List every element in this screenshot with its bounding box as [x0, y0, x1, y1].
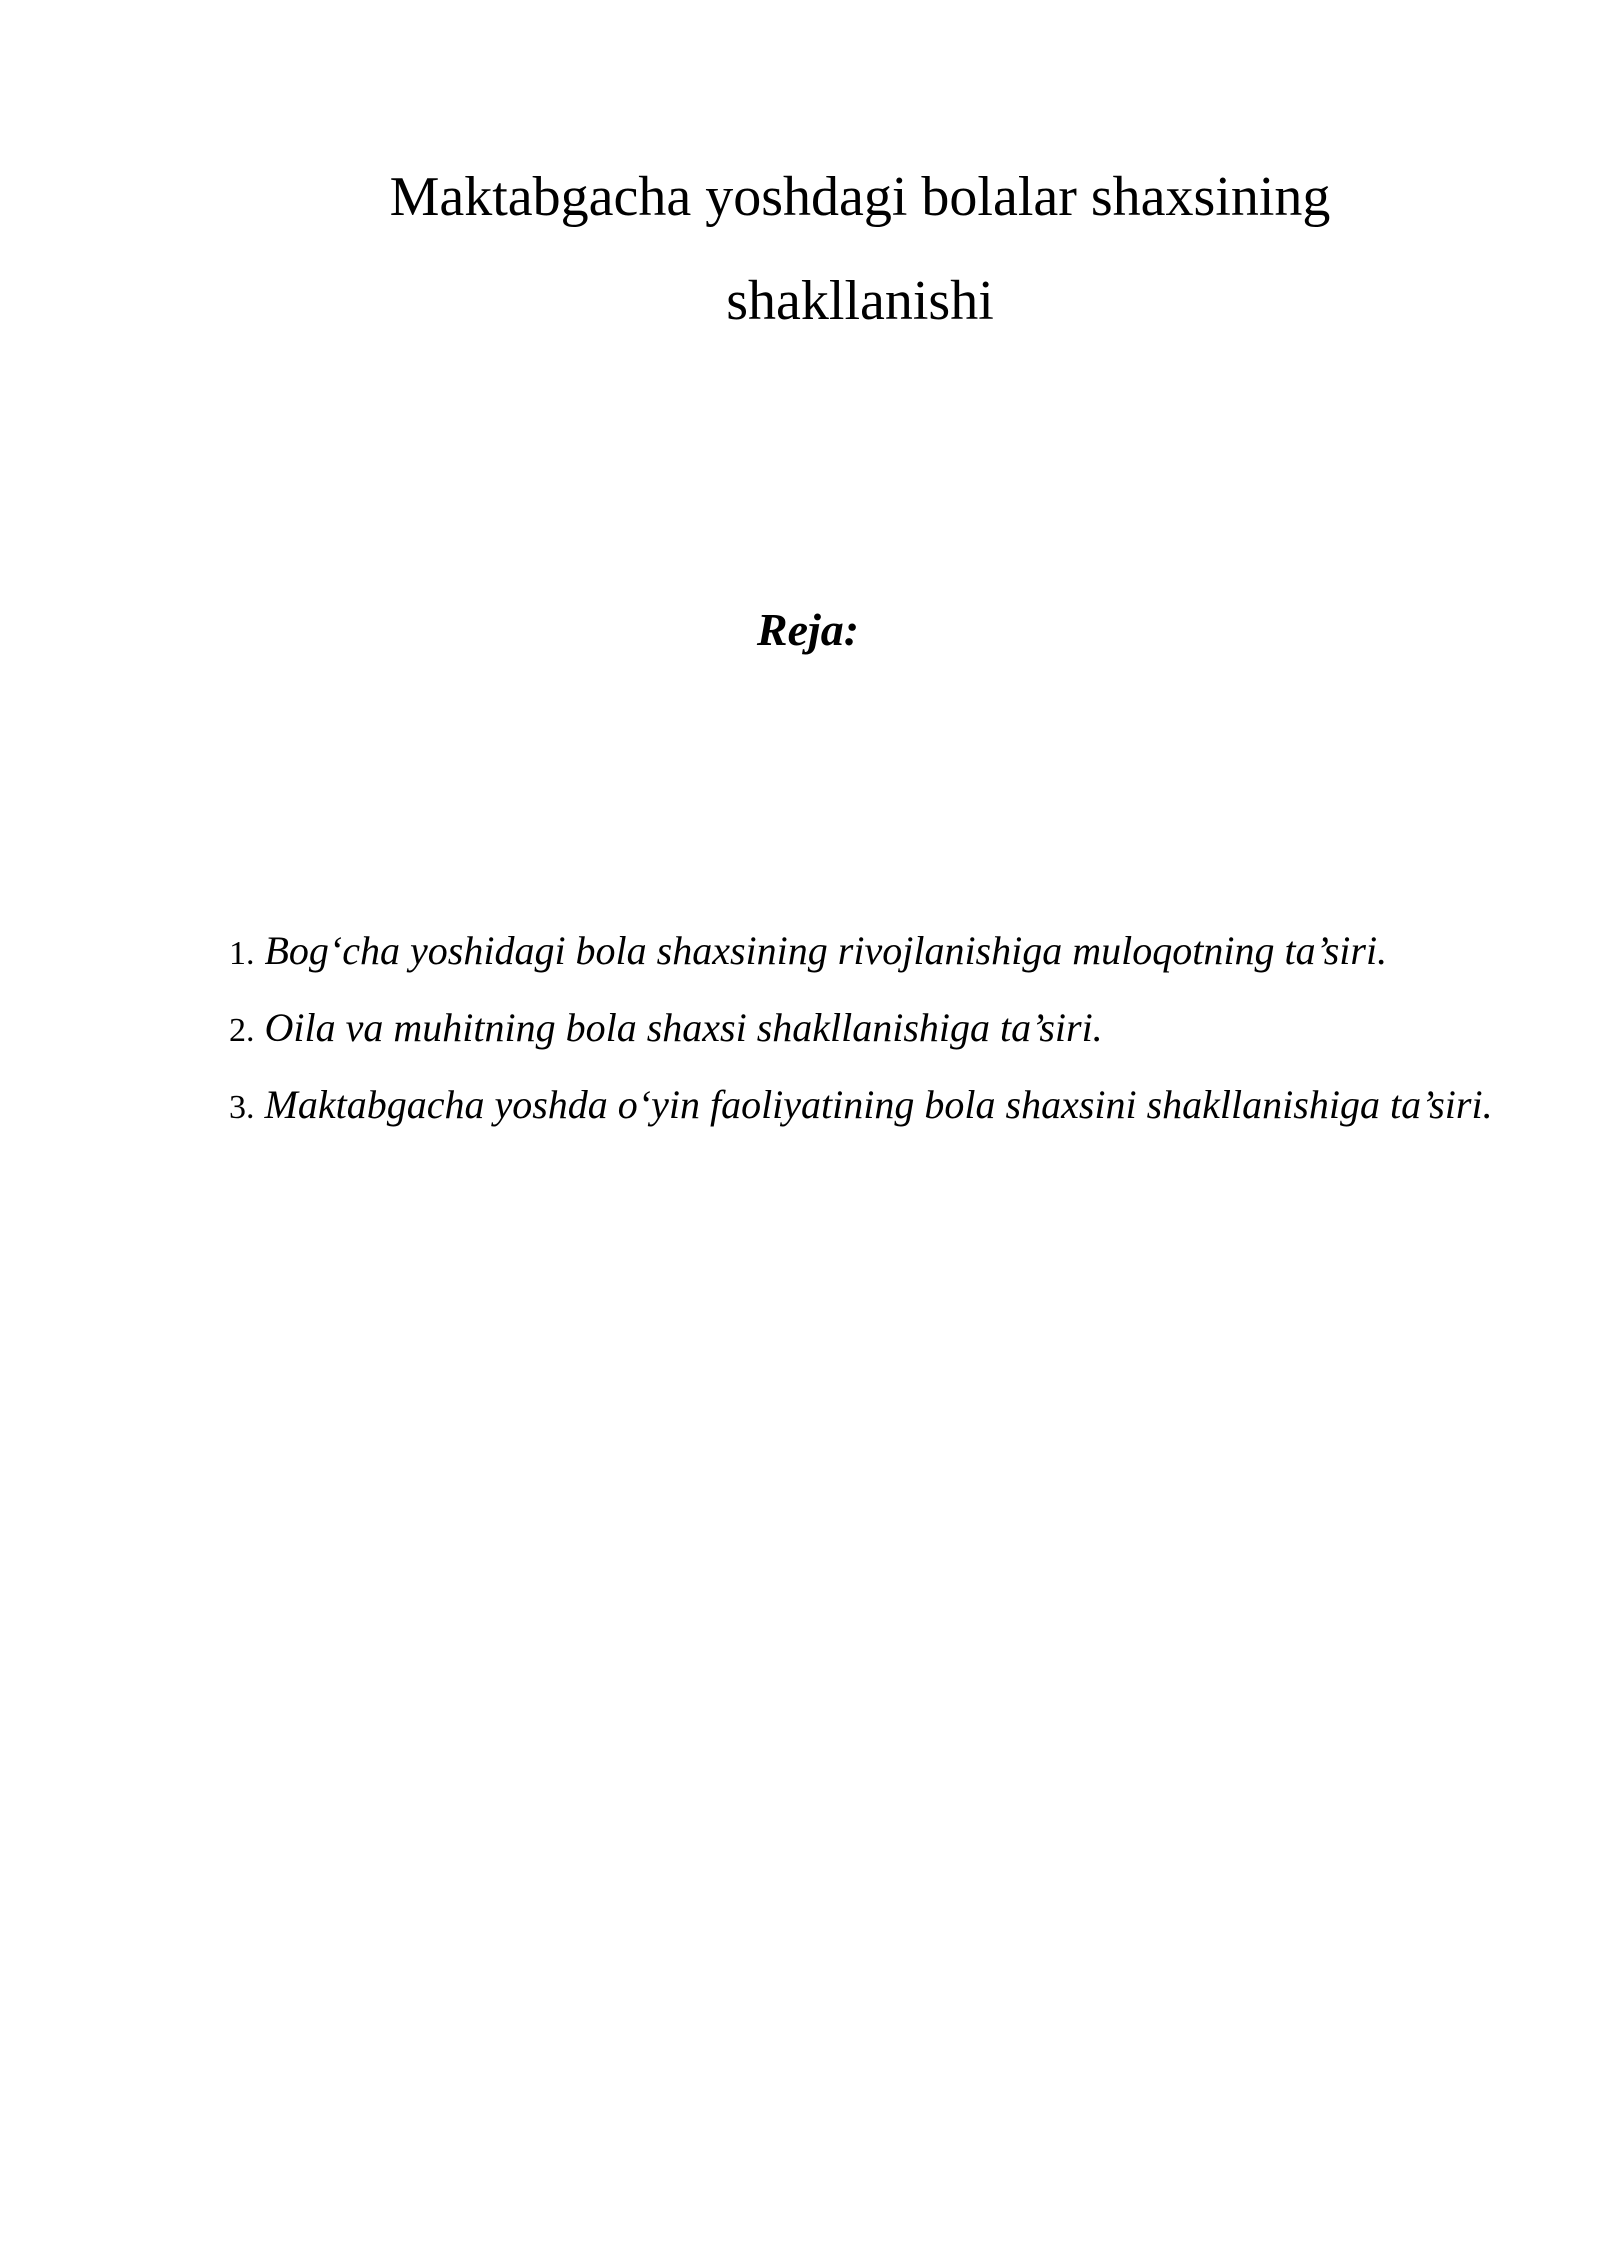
- plan-item-text: Bog‘cha yoshidagi bola shaxsining rivojlanishiga muloqotning ta’siri.: [264, 928, 1388, 973]
- plan-item-number: 2.: [229, 1012, 255, 1049]
- plan-item-number: 3.: [229, 1089, 255, 1126]
- plan-item-2: [229, 991, 1499, 1068]
- plan-item-3: [229, 1068, 1499, 1145]
- plan-item-text: Oila va muhitning bola shaxsi shakllanishiga ta’siri.: [264, 1005, 1103, 1050]
- plan-list: [229, 914, 1499, 1145]
- plan-item-1: [229, 914, 1499, 991]
- plan-item-number: 1.: [229, 935, 255, 972]
- title-line-2: shakllanishi: [726, 270, 994, 332]
- document-title: [230, 145, 1490, 353]
- plan-heading: Reja:: [756, 604, 860, 655]
- plan-item-text: Maktabgacha yoshda o‘yin faoliyatining bola shaxsini shakllanishiga ta’siri.: [264, 1082, 1493, 1127]
- title-line-1: Maktabgacha yoshdagi bolalar shaxsining: [389, 166, 1331, 228]
